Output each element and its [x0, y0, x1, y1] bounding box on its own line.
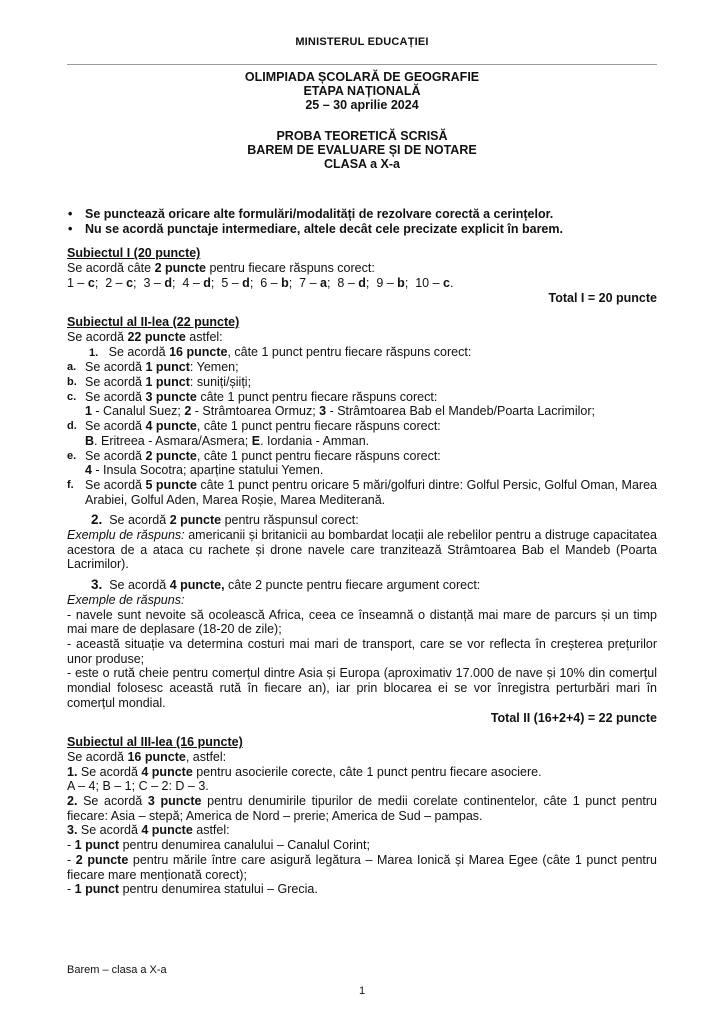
- s2-q1-c: c. Se acordă 3 puncte câte 1 punct pentru fiecare răspuns corect:: [67, 389, 438, 404]
- barem-title-block: [0, 129, 724, 171]
- s3-q3: 3. Se acordă 4 puncte astfel:: [67, 823, 230, 838]
- header-divider: [67, 64, 657, 65]
- olympiad-title: OLIMPIADA ȘCOLARĂ DE GEOGRAFIE: [244, 70, 480, 84]
- subject-3-intro: Se acordă 16 puncte, astfel:: [67, 749, 227, 764]
- page-number: 1: [358, 985, 366, 997]
- olympiad-dates: 25 – 30 aprilie 2024: [305, 98, 419, 112]
- olympiad-title-block: [0, 70, 724, 112]
- s2-q1-e: e. Se acordă 2 puncte, câte 1 punct pentru fiecare răspuns corect:: [67, 448, 441, 463]
- subject-2-intro: Se acordă 22 puncte astfel:: [67, 329, 223, 344]
- subject-1-answers: 1 – c; 2 – c; 3 – d; 4 – d; 5 – d; 6 – b; 7 – a; 8 – d; 9 – b; 10 – c.: [67, 275, 454, 290]
- barem-content: [67, 207, 657, 897]
- ministry-header: MINISTERUL EDUCAȚIEI: [295, 36, 429, 48]
- s2-q1: 1. Se acordă 16 puncte, câte 1 punct pentru fiecare răspuns corect:: [89, 344, 472, 359]
- bullet-icon: •: [68, 207, 73, 221]
- olympiad-stage: ETAPA NAȚIONALĂ: [303, 84, 421, 98]
- footer-label: Barem – clasa a X-a: [67, 964, 167, 976]
- s3-q3-item-3: - 1 punct pentru denumirea statului – Grecia.: [67, 882, 318, 897]
- s3-q1-answers: A – 4; B – 1; C – 2: D – 3.: [67, 779, 209, 794]
- subject-1-heading: Subiectul I (20 puncte): [67, 246, 201, 261]
- subject-1-intro: Se acordă câte 2 puncte pentru fiecare răspuns corect:: [67, 261, 375, 276]
- s2-q1-a: a. Se acordă 1 punct: Yemen;: [67, 360, 239, 375]
- s2-q2: 2. Se acordă 2 puncte pentru răspunsul corect:: [91, 512, 359, 528]
- s2-q3-item-1: - navele sunt nevoite să ocolească Africa, ceea ce înseamnă o distanță mai mare de parcurs și un timp mai mare de deplasare (18-20 de zile);: [67, 607, 657, 637]
- note-1: • Se punctează oricare alte formulări/modalități de rezolvare corectă a cerințelor.: [68, 207, 554, 221]
- s2-q1-f: f. Se acordă 5 puncte câte 1 punct pentru oricare 5 mări/golfuri dintre: Golful Persic, Golful Oman, Marea Arabiei, Golful Aden, Marea Roșie, Marea Mediterană.: [67, 477, 657, 507]
- test-type: PROBA TEORETICĂ SCRISĂ: [276, 129, 448, 143]
- note-2: • Nu se acordă punctaje intermediare, altele decât cele precizate explicit în barem.: [68, 221, 563, 236]
- s2-q1-d: d. Se acordă 4 puncte, câte 1 punct pentru fiecare răspuns corect:: [67, 419, 441, 434]
- s2-q1-d-answers: B. Eritreea - Asmara/Asmera; E. Iordania - Amman.: [85, 433, 370, 448]
- s2-q3: 3. Se acordă 4 puncte, câte 2 puncte pentru fiecare argument corect:: [91, 577, 481, 593]
- s2-q3-item-2: - această situație va determina costuri mai mari de transport, care se vor reflecta în creșterea prețurilor unor produse;: [67, 636, 657, 666]
- class-label: CLASA a X-a: [324, 157, 400, 171]
- s2-q1-c-answers: 1 - Canalul Suez; 2 - Strâmtoarea Ormuz; 3 - Strâmtoarea Bab el Mandeb/Poarta Lacrimilor;: [85, 404, 595, 419]
- subject-3-heading: Subiectul al III-lea (16 puncte): [67, 735, 243, 750]
- s2-q3-item-3: - este o rută cheie pentru comerțul dintre Asia și Europa (aproximativ 17.000 de nave și 10% din comerțul mondial folosesc această rută în fiecare an), iar prin blocarea ei se vor înregistra perturbări mari în comerțul mondial.: [67, 666, 657, 710]
- s2-q3-example-label: Exemple de răspuns:: [67, 592, 185, 607]
- s3-q1: 1. Se acordă 4 puncte pentru asocierile corecte, câte 1 punct pentru fiecare asociere.: [67, 764, 542, 779]
- s2-q2-example: Exemplu de răspuns: americanii și britanicii au bombardat locații ale rebelilor pentru a distruge capacitatea acestora de a ataca cu rachete și drone navele care tranzitează Strâmtoarea Bab el Mandeb (Poarta Lacrimilor).: [67, 528, 657, 572]
- s3-q3-item-2: - 2 puncte pentru mările între care asigură legătura – Marea Ionică și Marea Egee (câte 1 punct pentru fiecare mare menționată corect);: [67, 852, 657, 882]
- subject-2-heading: Subiectul al II-lea (22 puncte): [67, 315, 240, 330]
- barem-title: BAREM DE EVALUARE ȘI DE NOTARE: [247, 143, 477, 157]
- bullet-icon: •: [68, 221, 73, 236]
- s3-q3-item-1: - 1 punct pentru denumirea canalului – Canalul Corint;: [67, 838, 370, 853]
- s2-q1-b: b. Se acordă 1 punct: suniți/șiiți;: [67, 375, 252, 390]
- s2-q1-e-answers: 4 - Insula Socotra; aparține statului Yemen.: [85, 463, 324, 478]
- s3-q2: 2. Se acordă 3 puncte pentru denumirile tipurilor de medii corelate continentelor, câte 1 punct pentru fiecare: Asia – stepă; America de Nord – prerie; America de Sud – pampas.: [67, 794, 657, 823]
- subject-1-total: Total I = 20 puncte: [548, 290, 657, 305]
- subject-2-total: Total II (16+2+4) = 22 puncte: [490, 710, 657, 725]
